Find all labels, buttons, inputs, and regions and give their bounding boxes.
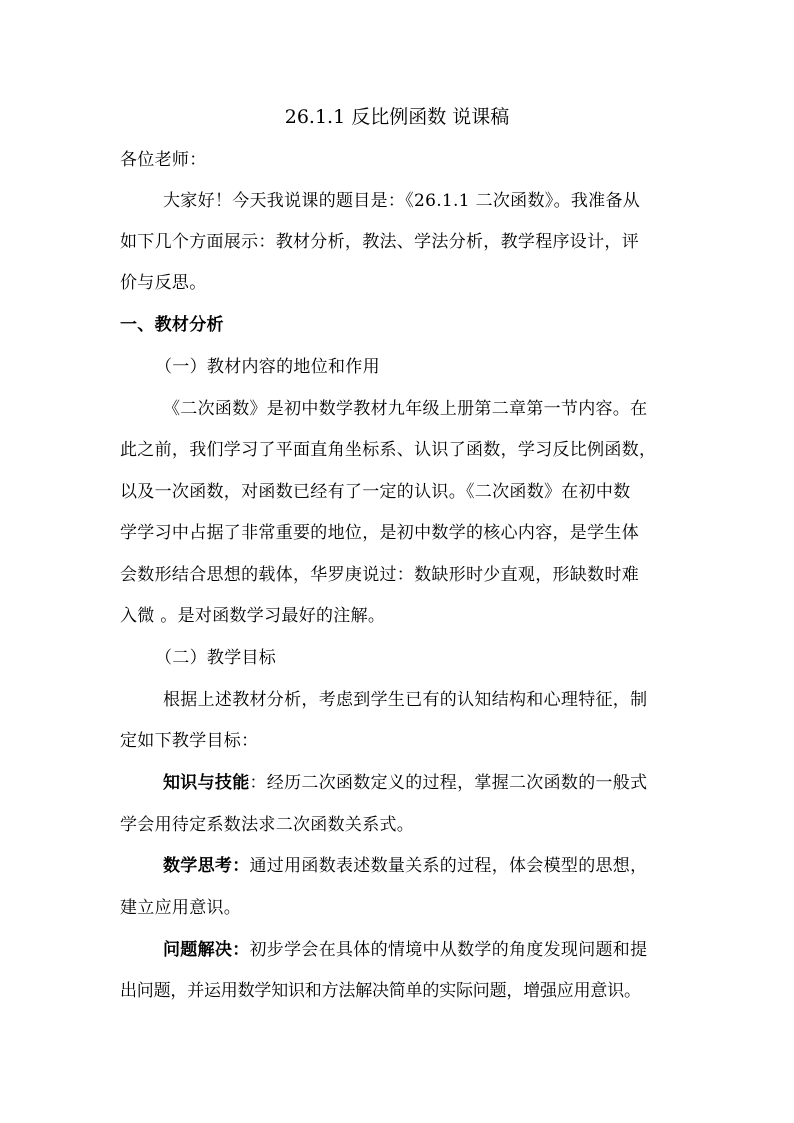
intro-line-1: 大家好！今天我说课的题目是：《26.1.1 二次函数》。我准备从 <box>163 191 641 211</box>
paragraph-line: 定如下教学目标： <box>120 731 259 751</box>
subsection-heading-1: （一）教材内容的地位和作用 <box>155 357 380 377</box>
document-title: 26.1.1 反比例函数 说课稿 <box>284 106 510 128</box>
paragraph-line: 建立应用意识。 <box>120 898 242 918</box>
intro-line-2: 如下几个方面展示：教材分析，教法、学法分析，教学程序设计，评 <box>120 232 639 252</box>
paragraph-line: 学学习中占据了非常重要的地位，是初中数学的核心内容，是学生体 <box>120 523 639 543</box>
paragraph-line: 根据上述教材分析，考虑到学生已有的认知结构和心理特征，制 <box>163 690 648 710</box>
paragraph-line: 学会用待定系数法求二次函数关系式。 <box>120 815 415 835</box>
section-heading-1: 一、教材分析 <box>120 315 224 335</box>
paragraph-line: 此之前，我们学习了平面直角坐标系、认识了函数，学习反比例函数， <box>120 440 657 460</box>
goal-thinking-label: 数学思考： <box>163 856 250 876</box>
paragraph-line: 会数形结合思想的载体，华罗庚说过：数缺形时少直观，形缺数时难 <box>120 565 639 585</box>
goal-problem-solving-label: 问题解决： <box>163 940 250 960</box>
paragraph-line: 出问题，并运用数学知识和方法解决简单的实际问题，增强应用意识。 <box>120 981 641 1001</box>
paragraph-line: 以及一次函数，对函数已经有了一定的认识。《二次函数》在初中数 <box>120 482 631 502</box>
greeting: 各位老师： <box>120 150 207 170</box>
goal-problem-solving <box>163 938 723 962</box>
goal-thinking <box>163 854 723 878</box>
goal-thinking-text: 通过用函数表述数量关系的过程，体会模型的思想， <box>249 856 648 876</box>
goal-problem-solving-text: 初步学会在具体的情境中从数学的角度发现问题和提 <box>249 940 648 960</box>
paragraph-line: 入微 。是对函数学习最好的注解。 <box>120 606 386 626</box>
goal-knowledge <box>163 771 723 795</box>
goal-knowledge-label: 知识与技能 <box>163 773 250 793</box>
intro-line-3: 价与反思。 <box>120 273 207 293</box>
goal-knowledge-text: ：经历二次函数定义的过程，掌握二次函数的一般式 <box>249 773 648 793</box>
subsection-heading-2: （二）教学目标 <box>155 648 277 668</box>
paragraph-line: 《二次函数》是初中数学教材九年级上册第二章第一节内容。在 <box>163 399 648 419</box>
